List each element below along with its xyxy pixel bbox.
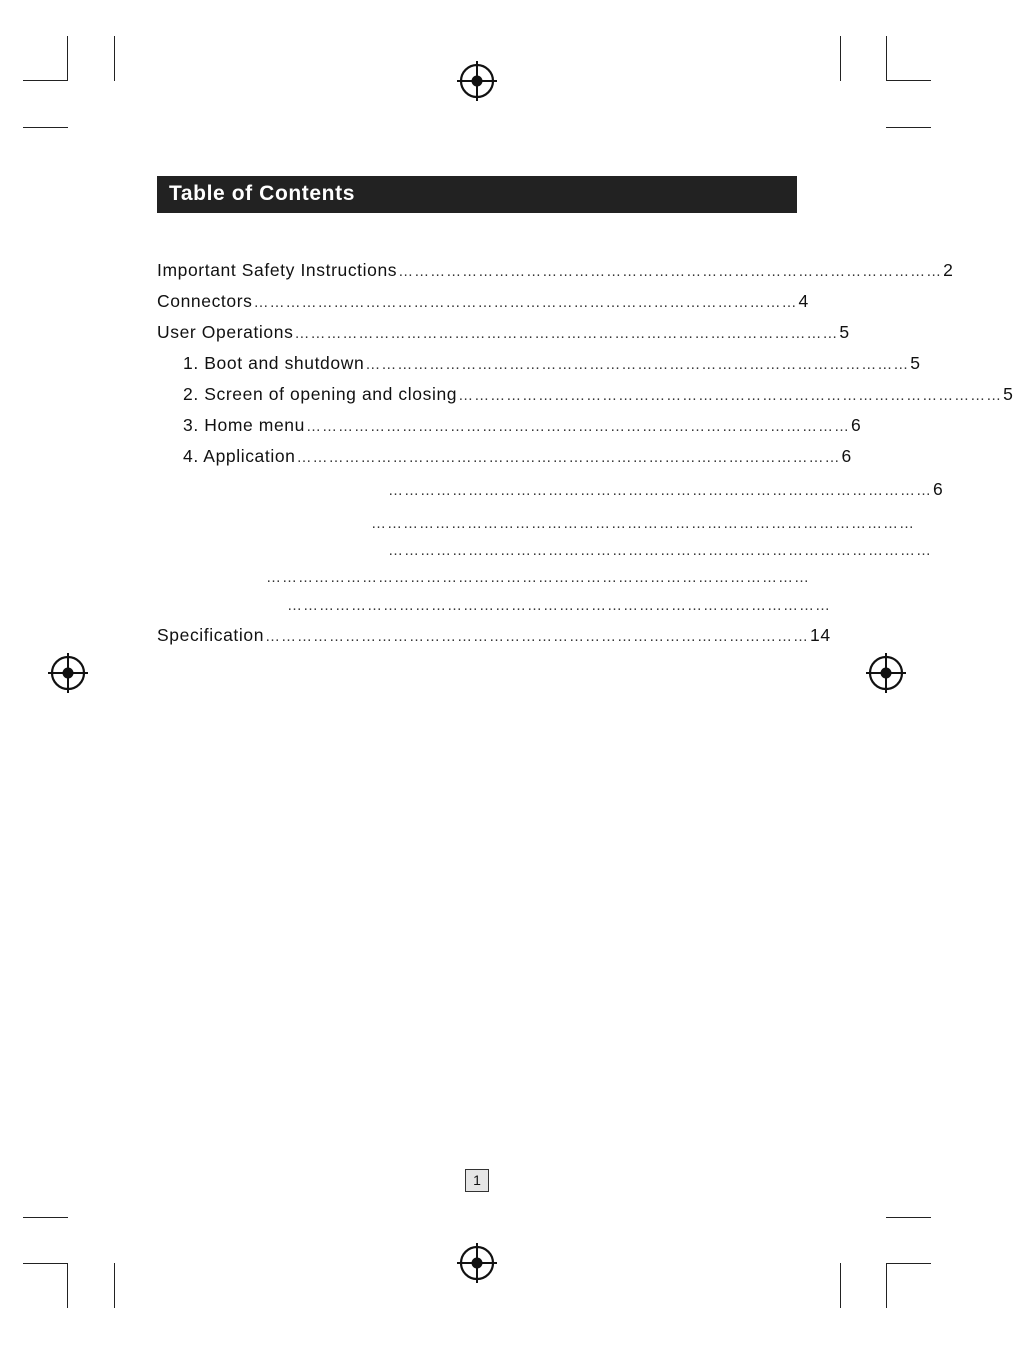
toc-leader-dots: ………………………………………………………………………………………… <box>398 263 943 280</box>
toc-entry[interactable] <box>183 382 1013 406</box>
toc-entry-page: 5 <box>910 353 921 373</box>
toc-leader-dots: ………………………………………………………………………………………… <box>305 418 850 435</box>
toc-entry-page: 14 <box>810 625 831 645</box>
toc-entry[interactable] <box>286 592 831 616</box>
toc-entry-page: 4 <box>798 291 809 311</box>
toc-entry-page: 6 <box>850 415 862 435</box>
toc-leader-dots: ………………………………………………………………………………………… <box>365 356 910 373</box>
toc-entry[interactable] <box>387 477 944 501</box>
toc-leader-dots: ………………………………………………………………………………………… <box>296 449 841 466</box>
toc-entry-label: 2. Screen of opening and closing <box>183 384 458 404</box>
toc-entry[interactable] <box>157 258 954 282</box>
toc-entry[interactable] <box>157 623 831 647</box>
toc-entry-page: 5 <box>839 322 850 342</box>
toc-entry-page: 6 <box>841 446 852 466</box>
toc-leader-dots: ………………………………………………………………………………………… <box>287 597 831 614</box>
toc-entry[interactable] <box>157 320 850 344</box>
toc-entry-page: 5 <box>1003 384 1013 404</box>
registration-mark-icon <box>48 653 88 693</box>
registration-mark-icon <box>457 61 497 101</box>
toc-leader-dots: ………………………………………………………………………………………… <box>388 542 932 559</box>
toc-entry-label: User Operations <box>157 322 294 342</box>
toc-leader-dots: ………………………………………………………………………………………… <box>371 515 915 532</box>
toc-entry[interactable] <box>265 564 810 588</box>
toc-entry[interactable] <box>387 537 932 561</box>
registration-mark-icon <box>866 653 906 693</box>
toc-entry-label: 3. Home menu <box>183 415 305 435</box>
toc-leader-dots: ………………………………………………………………………………………… <box>266 569 810 586</box>
toc-entry-label: 4. Application <box>183 446 296 466</box>
toc-title-bar <box>157 176 797 213</box>
toc-entry-label: Important Safety Instructions <box>157 260 398 280</box>
page-number: 1 <box>465 1169 489 1192</box>
toc-leader-dots: ………………………………………………………………………………………… <box>294 325 839 342</box>
toc-entry[interactable] <box>157 289 809 313</box>
toc-entry[interactable] <box>183 444 852 468</box>
toc-entry-label: Specification <box>157 625 265 645</box>
page-title: Table of Contents <box>169 182 355 205</box>
toc-entry[interactable] <box>183 413 862 437</box>
toc-leader-dots: ………………………………………………………………………………………… <box>458 387 1003 404</box>
toc-entry-label: 1. Boot and shutdown <box>183 353 365 373</box>
toc-leader-dots: ………………………………………………………………………………………… <box>265 628 810 645</box>
toc-leader-dots: ………………………………………………………………………………………… <box>388 482 932 499</box>
toc-entry-label: Connectors <box>157 291 253 311</box>
toc-entry[interactable] <box>370 510 915 534</box>
registration-mark-icon <box>457 1243 497 1283</box>
toc-entry-page: 2 <box>943 260 954 280</box>
toc-entry[interactable] <box>183 351 921 375</box>
toc-leader-dots: ………………………………………………………………………………………… <box>253 294 798 311</box>
toc-entry-page: 6 <box>933 479 944 499</box>
